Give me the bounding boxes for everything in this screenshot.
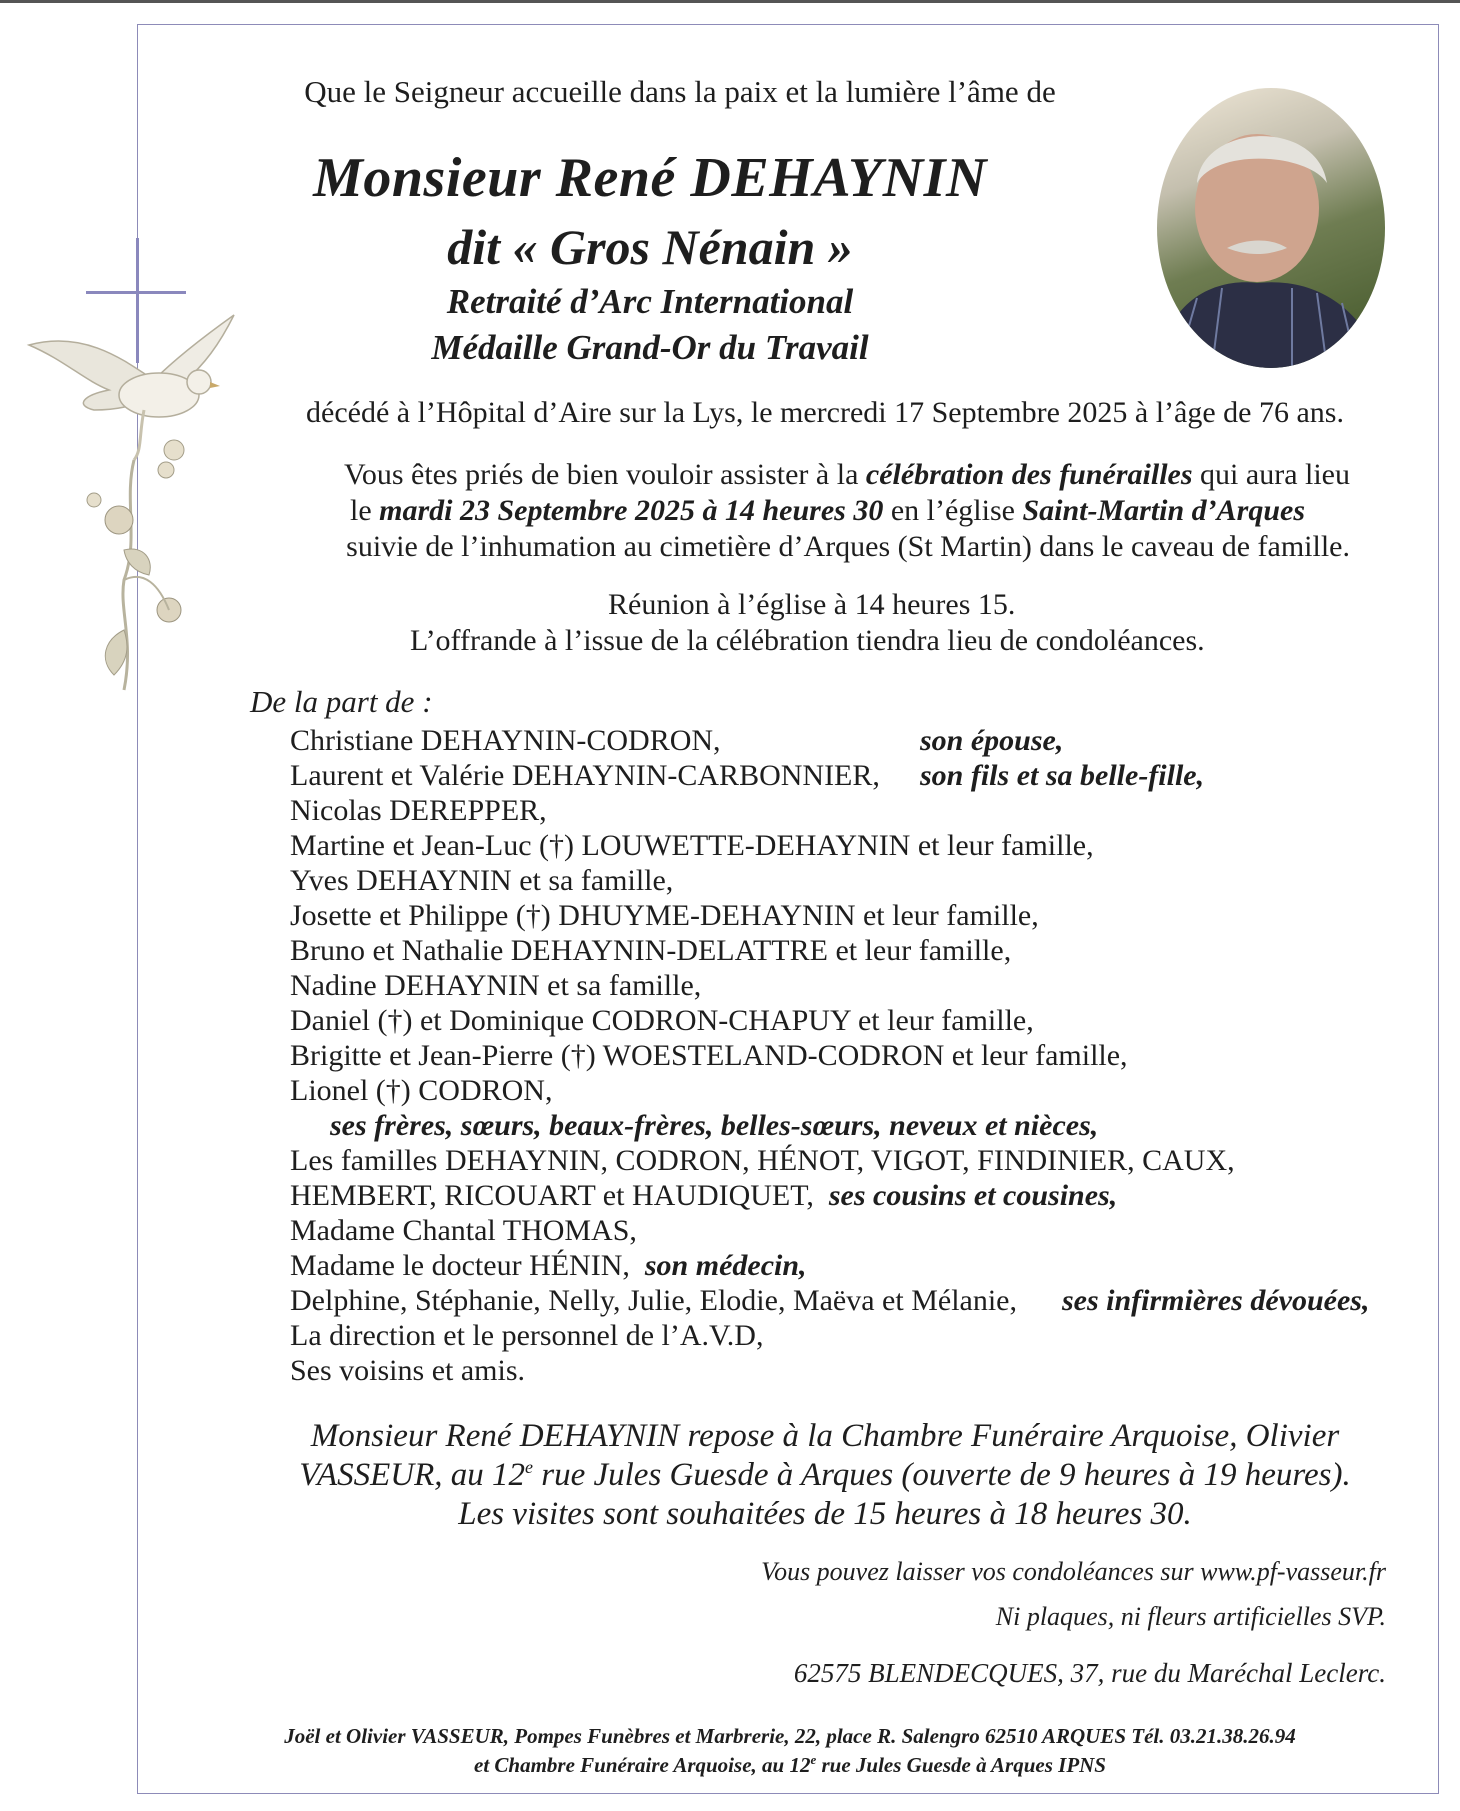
family-line: Delphine, Stéphanie, Nelly, Julie, Elodie, Maëva et Mélanie, xyxy=(290,1284,1018,1317)
reunion-line: L’offrande à l’issue de la célébration tiendra lieu de condoléances. xyxy=(410,624,1205,657)
family-line: Madame le docteur HÉNIN, son médecin, xyxy=(290,1249,807,1282)
family-line: Ses voisins et amis. xyxy=(290,1354,526,1387)
condolences-website: Vous pouvez laisser vos condoléances sur www.pf-vasseur.fr xyxy=(761,1557,1386,1586)
family-heading: De la part de : xyxy=(250,684,433,719)
family-line: Josette et Philippe (†) DHUYME-DEHAYNIN et leur famille, xyxy=(290,899,1039,932)
family-line: Les familles DEHAYNIN, CODRON, HÉNOT, VIGOT, FINDINIER, CAUX, xyxy=(290,1144,1235,1177)
family-line: Martine et Jean-Luc (†) LOUWETTE-DEHAYNIN et leur famille, xyxy=(290,829,1094,862)
family-relation: son médecin, xyxy=(644,1249,807,1282)
family-group-relation: ses frères, sœurs, beaux-frères, belles-sœurs, neveux et nièces, xyxy=(330,1109,1099,1142)
ceremony-text: le xyxy=(350,494,372,527)
family-line: Bruno et Nathalie DEHAYNIN-DELATTRE et leur famille, xyxy=(290,934,1012,967)
family-line: Yves DEHAYNIN et sa famille, xyxy=(290,864,674,897)
footer-line: et Chambre Funéraire Arquoise, au 12e rue Jules Guesde à Arques IPNS xyxy=(474,1752,1106,1777)
ceremony-emphasis: célébration des funérailles xyxy=(865,458,1193,491)
ceremony-line: suivie de l’inhumation au cimetière d’Arques (St Martin) dans le caveau de famille. xyxy=(346,530,1350,563)
cross-icon-bar xyxy=(86,291,186,294)
family-line: La direction et le personnel de l’A.V.D, xyxy=(290,1319,764,1352)
family-relation: son épouse, xyxy=(920,724,1064,757)
family-line: HEMBERT, RICOUART et HAUDIQUET, ses cousins et cousines, xyxy=(290,1179,1118,1212)
family-line: Brigitte et Jean-Pierre (†) WOESTELAND-CODRON et leur famille, xyxy=(290,1039,1128,1072)
footer-line: Joël et Olivier VASSEUR, Pompes Funèbres et Marbrerie, 22, place R. Salengro 62510 ARQUES Tél. 03.21.38.26.94 xyxy=(284,1724,1296,1748)
top-edge-line xyxy=(0,0,1460,3)
family-line: Laurent et Valérie DEHAYNIN-CARBONNIER, xyxy=(290,759,880,792)
deceased-alias: dit « Gros Nénain » xyxy=(447,219,853,275)
family-relation: ses infirmières dévouées, xyxy=(1062,1284,1370,1317)
repose-line: VASSEUR, au 12e rue Jules Guesde à Arques (ouverte de 9 heures à 19 heures). xyxy=(299,1457,1351,1493)
ceremony-text: Vous êtes priés de bien vouloir assister à la xyxy=(344,458,859,491)
family-line: Nadine DEHAYNIN et sa famille, xyxy=(290,969,702,1002)
family-relation: son fils et sa belle-fille, xyxy=(920,759,1205,792)
family-line: Nicolas DEREPPER, xyxy=(290,794,547,827)
ceremony-line xyxy=(344,458,1350,492)
family-line: Christiane DEHAYNIN-CODRON, xyxy=(290,724,721,757)
reunion-line: Réunion à l’église à 14 heures 15. xyxy=(608,588,1016,621)
flowers-note: Ni plaques, ni fleurs artificielles SVP. xyxy=(995,1602,1386,1631)
intro-line: Que le Seigneur accueille dans la paix et la lumière l’âme de xyxy=(304,74,1056,109)
ceremony-date: mardi 23 Septembre 2025 à 14 heures 30 xyxy=(379,494,884,527)
ceremony-church: Saint-Martin d’Arques xyxy=(1022,494,1306,527)
repose-line: Monsieur René DEHAYNIN repose à la Chambre Funéraire Arquoise, Olivier xyxy=(310,1418,1340,1454)
family-relation: ses cousins et cousines, xyxy=(828,1179,1118,1212)
family-line: Madame Chantal THOMAS, xyxy=(290,1214,637,1247)
ceremony-text: en l’église xyxy=(890,494,1015,527)
death-notice: décédé à l’Hôpital d’Aire sur la Lys, le mercredi 17 Septembre 2025 à l’âge de 76 ans. xyxy=(306,396,1344,429)
ceremony-text: qui aura lieu xyxy=(1200,458,1350,491)
dove-and-flowers-icon xyxy=(24,310,244,710)
deceased-photo xyxy=(1157,88,1385,368)
family-line: Daniel (†) et Dominique CODRON-CHAPUY et leur famille, xyxy=(290,1004,1034,1037)
deceased-title: Médaille Grand-Or du Travail xyxy=(431,328,869,367)
deceased-name: Monsieur René DEHAYNIN xyxy=(313,147,987,209)
deceased-title: Retraité d’Arc International xyxy=(446,282,854,321)
address-line: 62575 BLENDECQUES, 37, rue du Maréchal Leclerc. xyxy=(793,1658,1386,1688)
repose-line: Les visites sont souhaitées de 15 heures à 18 heures 30. xyxy=(458,1496,1192,1532)
family-line: Lionel (†) CODRON, xyxy=(290,1074,553,1107)
ceremony-line xyxy=(350,494,1305,528)
